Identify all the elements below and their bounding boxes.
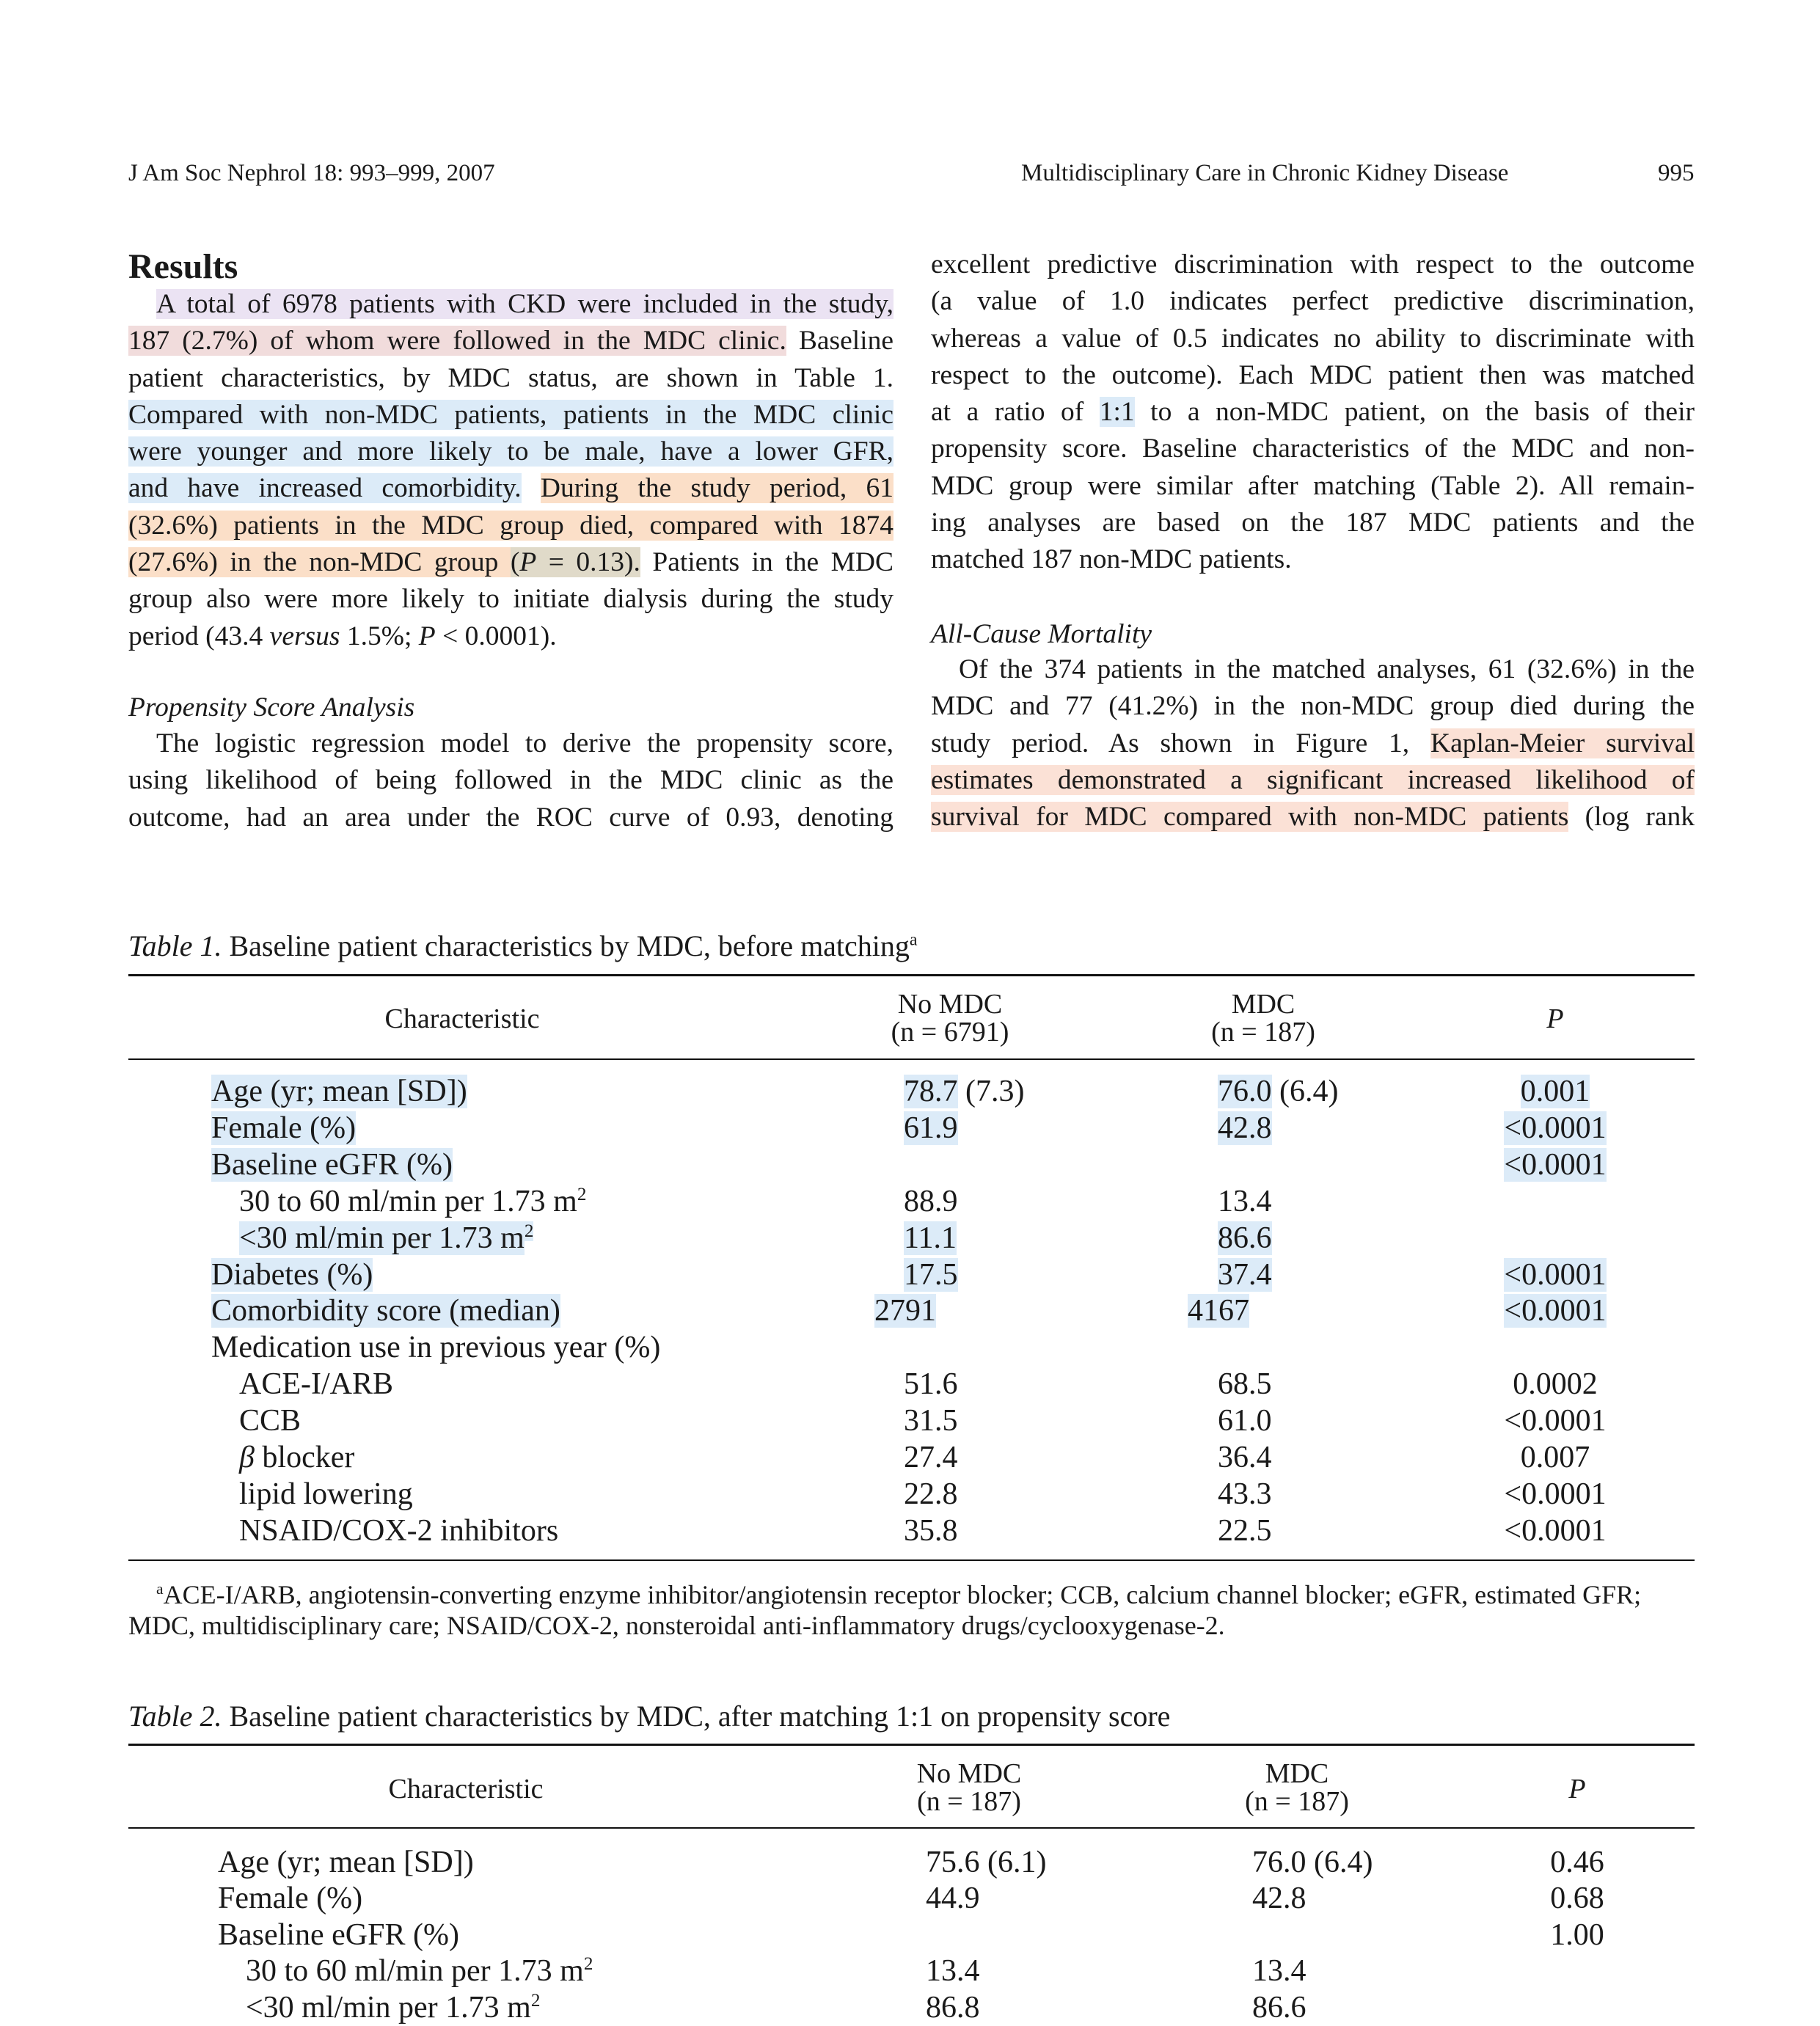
highlighted-text: were younger and more likely to be male, have a lower GFR, xyxy=(128,436,893,467)
cell-no-mdc xyxy=(874,1292,936,1329)
highlighted-text: 2 xyxy=(524,1221,534,1241)
highlighted-text: 76.0 xyxy=(1218,1075,1272,1108)
table1-top-rule xyxy=(128,974,1695,976)
highlighted-text: and have increased comorbidity. xyxy=(128,473,522,504)
text-line xyxy=(931,725,1695,762)
highlighted-text: Age (yr; mean [SD]) xyxy=(211,1075,467,1108)
text-segment: Baseline xyxy=(786,326,893,356)
text-line xyxy=(128,360,893,397)
table1-footnote xyxy=(128,1573,1695,1641)
highlighted-text: Compared with non-MDC patients, patients in the MDC clinic xyxy=(128,399,893,430)
text-line xyxy=(128,434,893,470)
text-segment: versus xyxy=(269,621,340,651)
cell-characteristic xyxy=(239,1439,354,1476)
cell-p-value xyxy=(1445,1110,1665,1147)
cell-characteristic xyxy=(211,1073,467,1110)
table2-header-characteristic: Characteristic xyxy=(388,1774,544,1804)
text-line xyxy=(128,618,893,655)
cell-characteristic xyxy=(218,1880,362,1917)
cell-no-mdc xyxy=(904,1439,958,1476)
highlighted-text: During the study period, 61 xyxy=(540,473,893,504)
highlighted-text: estimates demonstrated a significant increased likelihood of xyxy=(931,764,1695,795)
right-column-mortality xyxy=(931,651,1695,835)
highlighted-text: Comorbidity score (median) xyxy=(211,1294,560,1328)
text-line xyxy=(128,286,893,323)
highlighted-text: 11.1 xyxy=(904,1221,957,1255)
table2-header-no-mdc: No MDC xyxy=(916,1758,1022,1789)
text-line xyxy=(128,762,893,799)
text-line xyxy=(931,431,1695,467)
highlighted-text: ( xyxy=(510,547,520,578)
cell-mdc xyxy=(1252,1844,1373,1881)
table1-header-p: P xyxy=(1546,1003,1564,1034)
cell-p-value xyxy=(1467,1880,1687,1917)
cell-p-value xyxy=(1445,1476,1665,1513)
text-segment: 42.8 xyxy=(1252,1881,1306,1916)
text-segment: 76.0 (6.4) xyxy=(1252,1846,1373,1879)
cell-p-value xyxy=(1467,1844,1687,1881)
table1-caption xyxy=(128,929,918,963)
cell-p-value xyxy=(1445,1403,1665,1439)
text-segment: patient characteristics, by MDC status, are shown in Table 1. xyxy=(128,362,893,393)
cell-p-value xyxy=(1467,1953,1687,1989)
text-line xyxy=(931,468,1695,505)
text-segment: <0.0001 xyxy=(1504,1404,1607,1438)
cell-no-mdc xyxy=(904,1183,958,1220)
cell-characteristic xyxy=(239,1183,586,1220)
table1-header-rule xyxy=(128,1058,1695,1060)
text-segment: whereas a value of 0.5 indicates no ability to discriminate with xyxy=(931,323,1695,354)
table2-header-p: P xyxy=(1568,1774,1586,1804)
text-segment: 2 xyxy=(577,1184,587,1204)
cell-mdc xyxy=(1218,1476,1272,1513)
cell-no-mdc xyxy=(926,1880,980,1917)
cell-characteristic xyxy=(246,1953,593,1989)
text-segment: 88.9 xyxy=(904,1184,958,1218)
text-segment: 44.9 xyxy=(926,1881,980,1916)
table2-header-mdc: MDC xyxy=(1265,1758,1329,1789)
text-segment: 13.4 xyxy=(1218,1184,1272,1218)
cell-mdc xyxy=(1252,1953,1306,1989)
text-segment: 2 xyxy=(530,1990,541,2011)
text-line xyxy=(128,323,893,359)
text-segment: 22.5 xyxy=(1218,1513,1272,1548)
table2-label: Table 2. xyxy=(128,1700,222,1733)
text-segment: CCB xyxy=(239,1404,301,1438)
highlighted-text: = 0.13). xyxy=(536,547,640,578)
cell-no-mdc xyxy=(904,1476,958,1513)
highlighted-text: (32.6%) patients in the MDC group died, compared with 1874 xyxy=(128,510,893,541)
text-segment: 75.6 (6.1) xyxy=(926,1846,1047,1879)
running-header-title: Multidisciplinary Care in Chronic Kidney Disease xyxy=(1021,160,1509,186)
table1-bottom-rule xyxy=(128,1559,1695,1561)
text-segment: 0.46 xyxy=(1550,1846,1604,1879)
text-line xyxy=(931,394,1695,431)
cell-characteristic xyxy=(239,1403,301,1439)
highlighted-text: (27.6%) in the non-MDC group xyxy=(128,547,511,578)
highlighted-text: Kaplan-Meier survival xyxy=(1430,728,1695,758)
left-column-propensity xyxy=(128,725,893,836)
table1-label: Table 1. xyxy=(128,929,222,962)
highlighted-text: 86.6 xyxy=(1218,1221,1272,1255)
table2-header-mdc-n: (n = 187) xyxy=(1245,1786,1349,1817)
cell-p-value xyxy=(1445,1366,1665,1403)
highlighted-text: <0.0001 xyxy=(1504,1147,1607,1182)
cell-p-value xyxy=(1445,1292,1665,1329)
cell-no-mdc xyxy=(926,1953,980,1989)
text-segment: 2 xyxy=(583,1954,593,1975)
highlighted-text: 37.4 xyxy=(1218,1257,1272,1292)
left-column-results xyxy=(128,286,893,655)
text-segment: <0.0001 xyxy=(1504,1477,1607,1511)
cell-no-mdc xyxy=(904,1110,958,1147)
highlighted-text: 2791 xyxy=(874,1294,936,1328)
text-line xyxy=(128,508,893,544)
text-segment: propensity score. Baseline characteristics of the MDC and non- xyxy=(931,434,1695,464)
text-segment: Age (yr; mean [SD]) xyxy=(218,1846,474,1879)
cell-characteristic xyxy=(211,1257,373,1293)
subheading-propensity: Propensity Score Analysis xyxy=(128,692,415,723)
text-segment: matched 187 non-MDC patients. xyxy=(931,544,1292,575)
cell-mdc xyxy=(1218,1513,1272,1549)
footnote-marker: a xyxy=(156,1580,164,1598)
text-segment: Female (%) xyxy=(218,1881,363,1916)
cell-p-value xyxy=(1445,1147,1665,1183)
text-segment: <30 ml/min per 1.73 m xyxy=(246,1990,531,2025)
cell-mdc xyxy=(1218,1110,1272,1147)
text-segment: 68.5 xyxy=(1218,1367,1272,1402)
cell-p-value xyxy=(1445,1183,1665,1220)
text-segment: at a ratio of xyxy=(931,397,1100,428)
text-line xyxy=(128,800,893,836)
cell-characteristic xyxy=(211,1147,453,1183)
text-segment: 86.8 xyxy=(926,1990,980,2025)
text-segment: 27.4 xyxy=(904,1441,958,1474)
table2-header-rule xyxy=(128,1827,1695,1829)
page-number: 995 xyxy=(1658,160,1695,186)
text-segment: 30 to 60 ml/min per 1.73 m xyxy=(239,1184,577,1218)
text-segment: 86.6 xyxy=(1252,1990,1306,2025)
highlighted-text: 1:1 xyxy=(1099,397,1135,428)
text-line xyxy=(931,321,1695,357)
text-line xyxy=(931,541,1695,578)
text-line xyxy=(931,283,1695,320)
cell-characteristic xyxy=(211,1329,660,1366)
table2-top-rule xyxy=(128,1744,1695,1746)
table1-caption-text: Baseline patient characteristics by MDC, before matching xyxy=(222,929,910,962)
text-segment xyxy=(522,473,541,503)
text-segment: 1.5%; xyxy=(340,621,419,651)
text-segment: Baseline eGFR (%) xyxy=(218,1917,459,1952)
cell-mdc xyxy=(1218,1366,1272,1403)
text-line xyxy=(931,246,1695,283)
cell-no-mdc xyxy=(904,1513,958,1549)
text-line xyxy=(931,651,1695,688)
text-line xyxy=(931,505,1695,541)
text-segment: 0.0002 xyxy=(1513,1367,1598,1402)
highlighted-text: 4167 xyxy=(1188,1294,1249,1328)
cell-p-value xyxy=(1445,1329,1665,1366)
table2-header-no-mdc-n: (n = 187) xyxy=(917,1786,1021,1817)
cell-p-value xyxy=(1467,1917,1687,1953)
text-segment: 36.4 xyxy=(1218,1441,1272,1474)
highlighted-text: 187 (2.7%) of whom were followed in the MDC clinic. xyxy=(128,326,786,356)
text-segment: 13.4 xyxy=(926,1954,980,1989)
highlighted-text: survival for MDC compared with non-MDC patients xyxy=(931,802,1569,833)
text-segment: to a non-MDC patient, on the basis of their xyxy=(1134,397,1695,428)
cell-no-mdc xyxy=(904,1073,1024,1110)
cell-mdc xyxy=(1188,1292,1249,1329)
text-segment: period (43.4 xyxy=(128,621,270,651)
text-segment: < 0.0001). xyxy=(435,621,557,651)
cell-characteristic xyxy=(218,1844,474,1881)
cell-characteristic xyxy=(211,1292,560,1329)
text-segment: study period. As shown in Figure 1, xyxy=(931,728,1431,758)
highlighted-text: 0.001 xyxy=(1520,1075,1590,1108)
cell-characteristic xyxy=(239,1220,533,1257)
highlighted-text: Female (%) xyxy=(211,1111,357,1145)
highlighted-text: P xyxy=(519,547,537,578)
text-line xyxy=(128,544,893,581)
text-segment: blocker xyxy=(254,1441,355,1474)
table2-caption-text: Baseline patient characteristics by MDC, after matching 1:1 on propensity score xyxy=(222,1700,1171,1733)
text-segment: 0.68 xyxy=(1550,1881,1604,1916)
cell-mdc xyxy=(1218,1257,1272,1293)
table1-header-mdc: MDC xyxy=(1231,989,1295,1020)
text-segment: Of the 374 patients in the matched analyses, 61 (32.6%) in the xyxy=(959,654,1695,684)
text-line xyxy=(931,799,1695,835)
text-segment: excellent predictive discrimination with respect to the outcome xyxy=(931,249,1695,279)
highlighted-text: <30 ml/min per 1.73 m xyxy=(239,1221,525,1255)
text-line xyxy=(128,397,893,434)
text-segment: 22.8 xyxy=(904,1477,958,1511)
highlighted-text: 17.5 xyxy=(904,1257,958,1292)
text-segment: MDC and 77 (41.2%) in the non-MDC group died during the xyxy=(931,691,1695,722)
text-segment: Medication use in previous year (%) xyxy=(211,1331,661,1365)
results-heading: Results xyxy=(128,247,238,286)
text-segment: ACE-I/ARB xyxy=(239,1367,393,1402)
cell-mdc xyxy=(1218,1439,1272,1476)
text-segment: β xyxy=(239,1441,255,1474)
highlighted-text: 78.7 xyxy=(904,1075,958,1108)
text-segment: MDC group were similar after matching (Table 2). All remain- xyxy=(931,470,1695,501)
highlighted-text: Baseline eGFR (%) xyxy=(211,1147,453,1182)
cell-characteristic xyxy=(239,1513,558,1549)
running-header-journal: J Am Soc Nephrol 18: 993–999, 2007 xyxy=(128,160,495,186)
highlighted-text: 42.8 xyxy=(1218,1111,1272,1145)
text-line xyxy=(128,470,893,507)
highlighted-text: <0.0001 xyxy=(1504,1111,1607,1145)
text-segment: P xyxy=(418,621,436,651)
text-segment: group also were more likely to initiate dialysis during the study xyxy=(128,584,893,615)
cell-no-mdc xyxy=(926,1844,1046,1881)
table1-header-no-mdc-n: (n = 6791) xyxy=(891,1017,1009,1047)
highlighted-text: A total of 6978 patients with CKD were included in the study, xyxy=(156,289,893,319)
text-segment: (7.3) xyxy=(957,1075,1025,1108)
cell-no-mdc xyxy=(904,1366,958,1403)
text-segment: (a value of 1.0 indicates perfect predictive discrimination, xyxy=(931,286,1695,317)
table1-caption-sup: a xyxy=(909,930,918,950)
text-segment: 61.0 xyxy=(1218,1404,1272,1438)
text-segment: ing analyses are based on the 187 MDC patients and the xyxy=(931,508,1695,538)
cell-no-mdc xyxy=(904,1257,958,1293)
text-segment: 43.3 xyxy=(1218,1477,1272,1511)
cell-mdc xyxy=(1252,1880,1306,1917)
text-segment: 31.5 xyxy=(904,1404,958,1438)
text-line xyxy=(931,688,1695,725)
text-segment: 35.8 xyxy=(904,1513,958,1548)
text-line xyxy=(128,581,893,618)
text-line xyxy=(128,725,893,762)
cell-no-mdc xyxy=(904,1403,958,1439)
text-segment: The logistic regression model to derive the propensity score, xyxy=(156,728,893,758)
text-segment: respect to the outcome). Each MDC patient then was matched xyxy=(931,359,1695,390)
text-segment: using likelihood of being followed in the MDC clinic as the xyxy=(128,765,893,796)
text-line xyxy=(931,762,1695,799)
cell-mdc xyxy=(1218,1183,1272,1220)
text-segment: <0.0001 xyxy=(1504,1513,1607,1548)
footnote-text: ACE-I/ARB, angiotensin-converting enzyme inhibitor/angiotensin receptor blocker; CCB, calcium channel blocker; eGFR, estimated GFR; MDC, multidisciplinary care; NSAID/COX-2, nonsteroidal anti-inflammatory drugs/cyclooxygenase-2. xyxy=(128,1580,1642,1640)
highlighted-text: <0.0001 xyxy=(1504,1257,1607,1292)
text-segment: (6.4) xyxy=(1271,1075,1339,1108)
text-segment: Patients in the MDC xyxy=(640,547,894,578)
right-column-text xyxy=(931,246,1695,579)
text-segment: NSAID/COX-2 inhibitors xyxy=(239,1513,559,1548)
cell-characteristic xyxy=(218,1917,459,1953)
cell-p-value xyxy=(1445,1220,1665,1257)
table1-header-characteristic: Characteristic xyxy=(384,1003,540,1034)
text-segment: lipid lowering xyxy=(239,1477,413,1511)
highlighted-text: Diabetes (%) xyxy=(211,1257,373,1292)
cell-mdc xyxy=(1218,1073,1338,1110)
cell-characteristic xyxy=(239,1366,393,1403)
cell-p-value xyxy=(1445,1257,1665,1293)
cell-p-value xyxy=(1445,1513,1665,1549)
text-segment: 1.00 xyxy=(1550,1917,1604,1952)
text-segment: 51.6 xyxy=(904,1367,958,1402)
cell-mdc xyxy=(1218,1403,1272,1439)
text-segment: 30 to 60 ml/min per 1.73 m xyxy=(246,1954,584,1989)
table1-header-mdc-n: (n = 187) xyxy=(1211,1017,1315,1047)
cell-characteristic xyxy=(211,1110,356,1147)
table2-caption xyxy=(128,1699,1170,1733)
text-line xyxy=(931,357,1695,394)
cell-characteristic xyxy=(239,1476,413,1513)
highlighted-text: <0.0001 xyxy=(1504,1294,1607,1328)
text-segment: (log rank xyxy=(1568,802,1695,833)
text-segment: 13.4 xyxy=(1252,1954,1306,1989)
table1-header-no-mdc: No MDC xyxy=(897,989,1003,1020)
cell-p-value xyxy=(1445,1439,1665,1476)
subheading-mortality: All-Cause Mortality xyxy=(931,619,1152,649)
cell-no-mdc xyxy=(904,1220,957,1257)
highlighted-text: 61.9 xyxy=(904,1111,958,1145)
text-segment: 0.007 xyxy=(1520,1441,1590,1474)
cell-mdc xyxy=(1218,1220,1272,1257)
text-segment: outcome, had an area under the ROC curve of 0.93, denoting xyxy=(128,802,893,833)
cell-p-value xyxy=(1445,1073,1665,1110)
